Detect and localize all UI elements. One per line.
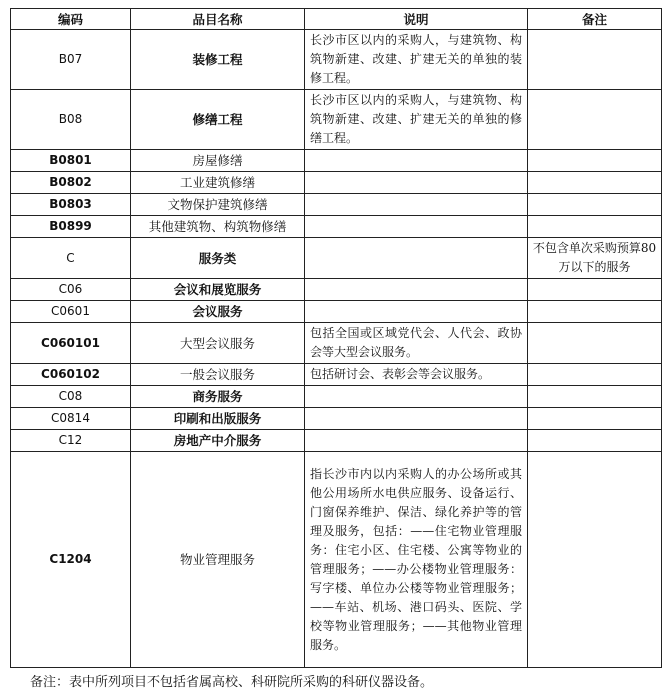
cell-note xyxy=(528,194,662,216)
header-code: 编码 xyxy=(11,9,131,30)
cell-note xyxy=(528,323,662,364)
cell-note xyxy=(528,452,662,668)
cell-name: 商务服务 xyxy=(131,386,305,408)
cell-code: C060102 xyxy=(11,364,131,386)
cell-desc xyxy=(305,238,528,279)
cell-name: 房屋修缮 xyxy=(131,150,305,172)
cell-code: B0899 xyxy=(11,216,131,238)
cell-code: B0802 xyxy=(11,172,131,194)
cell-name: 物业管理服务 xyxy=(131,452,305,668)
cell-note xyxy=(528,279,662,301)
cell-name: 工业建筑修缮 xyxy=(131,172,305,194)
cell-name: 服务类 xyxy=(131,238,305,279)
cell-note xyxy=(528,90,662,150)
table-row xyxy=(11,172,662,194)
cell-desc xyxy=(305,430,528,452)
cell-name: 大型会议服务 xyxy=(131,323,305,364)
cell-name: 修缮工程 xyxy=(131,90,305,150)
cell-code: C0814 xyxy=(11,408,131,430)
cell-code: C060101 xyxy=(11,323,131,364)
cell-note xyxy=(528,364,662,386)
table-row xyxy=(11,150,662,172)
cell-code: B07 xyxy=(11,30,131,90)
cell-code: B0801 xyxy=(11,150,131,172)
cell-desc: 长沙市区以内的采购人，与建筑物、构筑物新建、改建、扩建无关的单独的修缮工程。 xyxy=(305,90,528,150)
cell-name: 装修工程 xyxy=(131,30,305,90)
cell-name: 文物保护建筑修缮 xyxy=(131,194,305,216)
cell-desc xyxy=(305,408,528,430)
cell-desc xyxy=(305,386,528,408)
cell-note: 不包含单次采购预算80万以下的服务 xyxy=(528,238,662,279)
cell-code: B0803 xyxy=(11,194,131,216)
header-note: 备注 xyxy=(528,9,662,30)
table-row xyxy=(11,238,662,279)
cell-desc xyxy=(305,279,528,301)
cell-note xyxy=(528,301,662,323)
cell-code: C xyxy=(11,238,131,279)
header-name: 品目名称 xyxy=(131,9,305,30)
cell-desc xyxy=(305,172,528,194)
cell-desc xyxy=(305,194,528,216)
cell-desc xyxy=(305,150,528,172)
table-row xyxy=(11,430,662,452)
header-desc: 说明 xyxy=(305,9,528,30)
cell-name: 会议和展览服务 xyxy=(131,279,305,301)
cell-desc: 长沙市区以内的采购人，与建筑物、构筑物新建、改建、扩建无关的单独的装修工程。 xyxy=(305,30,528,90)
cell-code: C0601 xyxy=(11,301,131,323)
cell-name: 印刷和出版服务 xyxy=(131,408,305,430)
cell-name: 一般会议服务 xyxy=(131,364,305,386)
table-header-row xyxy=(11,9,662,30)
table-row xyxy=(11,216,662,238)
table-row xyxy=(11,30,662,90)
table-row xyxy=(11,408,662,430)
table-row xyxy=(11,452,662,668)
cell-note xyxy=(528,430,662,452)
cell-desc: 包括研讨会、表彰会等会议服务。 xyxy=(305,364,528,386)
table-row xyxy=(11,279,662,301)
cell-note xyxy=(528,408,662,430)
cell-note xyxy=(528,30,662,90)
cell-code: C12 xyxy=(11,430,131,452)
table-row xyxy=(11,323,662,364)
procurement-catalog-table xyxy=(10,8,662,668)
cell-note xyxy=(528,172,662,194)
table-row xyxy=(11,90,662,150)
cell-desc xyxy=(305,301,528,323)
cell-code: C08 xyxy=(11,386,131,408)
cell-note xyxy=(528,216,662,238)
table-row xyxy=(11,301,662,323)
cell-note xyxy=(528,386,662,408)
table-row xyxy=(11,364,662,386)
cell-note xyxy=(528,150,662,172)
cell-desc xyxy=(305,216,528,238)
cell-code: C06 xyxy=(11,279,131,301)
cell-code: B08 xyxy=(11,90,131,150)
cell-desc: 指长沙市内以内采购人的办公场所或其他公用场所水电供应服务、设备运行、门窗保养维护、保洁、绿化养护等的管理及服务，包括：——住宅物业管理服务：住宅小区、住宅楼、公寓等物业的管理服务；——办公楼物业管理服务：写字楼、单位办公楼等物业管理服务；——车站、机场、港口码头、医院、学校等物业管理服务；——其他物业管理服务。 xyxy=(305,452,528,668)
cell-name: 会议服务 xyxy=(131,301,305,323)
footnote: 备注：表中所列项目不包括省属高校、科研院所采购的科研仪器设备。 xyxy=(30,675,434,690)
cell-code: C1204 xyxy=(11,452,131,668)
cell-desc: 包括全国或区域党代会、人代会、政协会等大型会议服务。 xyxy=(305,323,528,364)
cell-name: 房地产中介服务 xyxy=(131,430,305,452)
table-row xyxy=(11,386,662,408)
cell-name: 其他建筑物、构筑物修缮 xyxy=(131,216,305,238)
table-row xyxy=(11,194,662,216)
